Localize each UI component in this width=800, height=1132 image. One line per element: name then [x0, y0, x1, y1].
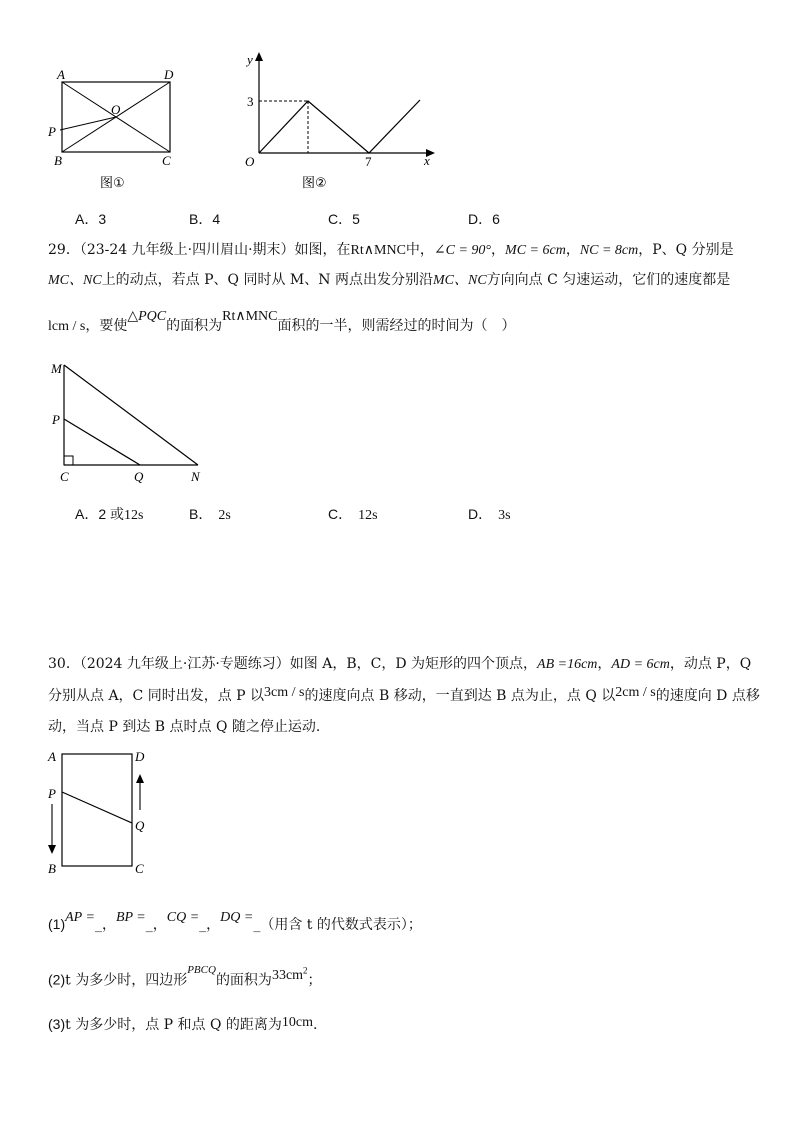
q29-rt-mnc: Rt∧MNC	[350, 243, 406, 258]
q29-line-1	[48, 240, 734, 261]
area-value	[271, 965, 308, 983]
q30-intro: 30．（2024 九年级上·江苏·专题练习）如图 A，B，C，D 为矩形的四个顶点，	[48, 656, 538, 672]
q30-text: 分别从点 A，C 同时出发，点 P 以	[48, 688, 265, 704]
fig1-caption: 图①	[100, 176, 125, 191]
label-c: C	[162, 153, 171, 168]
q30-figure	[42, 746, 172, 881]
answer-blank[interactable]: _	[145, 917, 153, 933]
q30-comma: ，	[597, 656, 612, 672]
sub-number: (2)	[48, 971, 66, 988]
q30-sub-2	[48, 963, 322, 992]
label-d: D	[164, 67, 174, 82]
tick-7: 7	[365, 154, 372, 169]
q29-text: 上的动点，若点 P、Q 同时从 M、N 两点出发分别沿	[101, 272, 433, 288]
answer-blank[interactable]: _	[253, 917, 261, 933]
option-letter: D．	[468, 506, 493, 522]
area-exponent: 2	[303, 965, 308, 975]
q30-sub-1	[48, 910, 422, 936]
axis-x-label: x	[424, 153, 430, 168]
separator: ，	[101, 917, 116, 933]
label-a: A	[57, 67, 65, 82]
separator: ，	[152, 917, 167, 933]
q30-line-3: 动，当点 P 到达 B 点时点 Q 随之停止运动.	[48, 719, 321, 735]
q30-line-1	[48, 654, 751, 675]
q29-tail: ，P、Q 分别是	[638, 242, 734, 258]
option-value: 2s	[218, 508, 231, 523]
q29-option-d[interactable]	[468, 504, 511, 524]
q29-text: 的面积为	[166, 318, 223, 334]
q29-speed: lcm / s	[48, 319, 86, 334]
label-m: M	[51, 361, 62, 376]
option-letter: A．	[75, 506, 99, 522]
option-letter: C．	[328, 506, 353, 522]
q29-nc: NC = 8cm	[579, 243, 639, 258]
q29-option-b[interactable]	[189, 504, 231, 524]
q30-speed-q: 2cm / s	[615, 685, 656, 700]
q29-rt-mnc-2: Rt∧MNC	[222, 309, 278, 324]
axis-y-label: y	[247, 52, 253, 67]
q29-option-a[interactable]	[75, 504, 143, 524]
q29-text: 中，	[405, 242, 434, 258]
label-c: C	[135, 861, 144, 876]
label-c: C	[60, 469, 69, 484]
dq-expr: DQ =	[220, 910, 254, 925]
q30-text: 的速度向 D 点移	[655, 688, 760, 704]
label-q: Q	[134, 469, 144, 484]
q29-segments-2: MC、NC	[432, 273, 487, 288]
answer-blank[interactable]: _	[94, 917, 102, 933]
q29-option-c[interactable]	[328, 504, 378, 524]
label-b: B	[54, 153, 62, 168]
q29-line-3	[48, 309, 516, 337]
sub-3-end: .	[313, 1017, 318, 1033]
q30-text: ，动点 P，Q	[669, 656, 752, 672]
origin-label: O	[245, 154, 255, 169]
q30-sub-3	[48, 1014, 317, 1036]
pbcq-label: PBCQ	[187, 963, 216, 976]
q29-angle-c: ∠C = 90°	[433, 243, 492, 258]
q29-figure	[44, 358, 214, 488]
area-number: 33cm	[271, 967, 304, 983]
q29-text: 面积的一半，则需经过的时间为（ ）	[277, 318, 516, 334]
cq-expr: CQ =	[166, 910, 200, 925]
option-letter: B．	[189, 506, 213, 522]
q28-option-b[interactable]: B．4	[189, 211, 221, 227]
sub-number: (3)	[48, 1016, 66, 1032]
label-o: O	[111, 102, 121, 117]
sub-2-end: ；	[307, 972, 322, 989]
bp-expr: BP =	[115, 910, 146, 925]
option-prefix: 2 或	[98, 506, 125, 522]
distance-value: 10cm	[281, 1015, 314, 1030]
sub-2-text: 的面积为	[215, 972, 272, 989]
q28-option-c[interactable]: C．5	[328, 211, 360, 227]
ap-expr: AP =	[65, 910, 95, 925]
label-b: B	[48, 861, 56, 876]
q29-text: ，要使	[85, 318, 128, 334]
separator: ，	[206, 917, 221, 933]
answer-blank[interactable]: _	[199, 917, 207, 933]
tick-3: 3	[247, 94, 254, 109]
label-p: P	[48, 786, 56, 801]
label-p: P	[52, 412, 60, 427]
q29-triangle-pqc: △PQC	[127, 309, 167, 324]
q29-comma: ，	[565, 242, 580, 258]
q30-ab: AB =16cm	[537, 657, 598, 672]
label-n: N	[191, 469, 200, 484]
q30-text: 的速度向点 B 移动，一直到达 B 点为止，点 Q 以	[304, 688, 616, 704]
option-value: 12s	[124, 508, 144, 523]
label-p: P	[48, 124, 56, 139]
option-value: 12s	[358, 508, 378, 523]
q28-option-a[interactable]: A．3	[75, 211, 107, 227]
q29-comma: ，	[491, 242, 506, 258]
q29-line-2	[48, 270, 730, 291]
sub-1-tail: （用含 t 的代数式表示）；	[260, 917, 422, 933]
label-q: Q	[135, 818, 145, 833]
q29-text: 方向向点 C 匀速运动，它们的速度都是	[486, 272, 731, 288]
q28-figure-2	[230, 48, 445, 193]
label-d: D	[135, 749, 145, 764]
sub-number: (1)	[48, 916, 66, 932]
q30-ad: AD = 6cm	[611, 657, 670, 672]
q28-figure-1	[40, 62, 200, 192]
q28-option-d[interactable]: D．6	[468, 211, 500, 227]
q29-intro: 29．（23-24 九年级上·四川眉山·期末）如图，在	[48, 242, 351, 258]
q29-mc: MC = 6cm	[505, 243, 566, 258]
sub-3-text: t 为多少时，点 P 和点 Q 的距离为	[65, 1017, 282, 1033]
sub-2-text: t 为多少时，四边形	[65, 972, 188, 989]
q30-line-2	[48, 686, 760, 707]
q29-segments: MC、NC	[48, 273, 102, 288]
q30-speed-p: 3cm / s	[264, 685, 305, 700]
label-a: A	[48, 749, 56, 764]
fig2-caption: 图②	[302, 176, 327, 191]
option-value: 3s	[498, 508, 511, 523]
